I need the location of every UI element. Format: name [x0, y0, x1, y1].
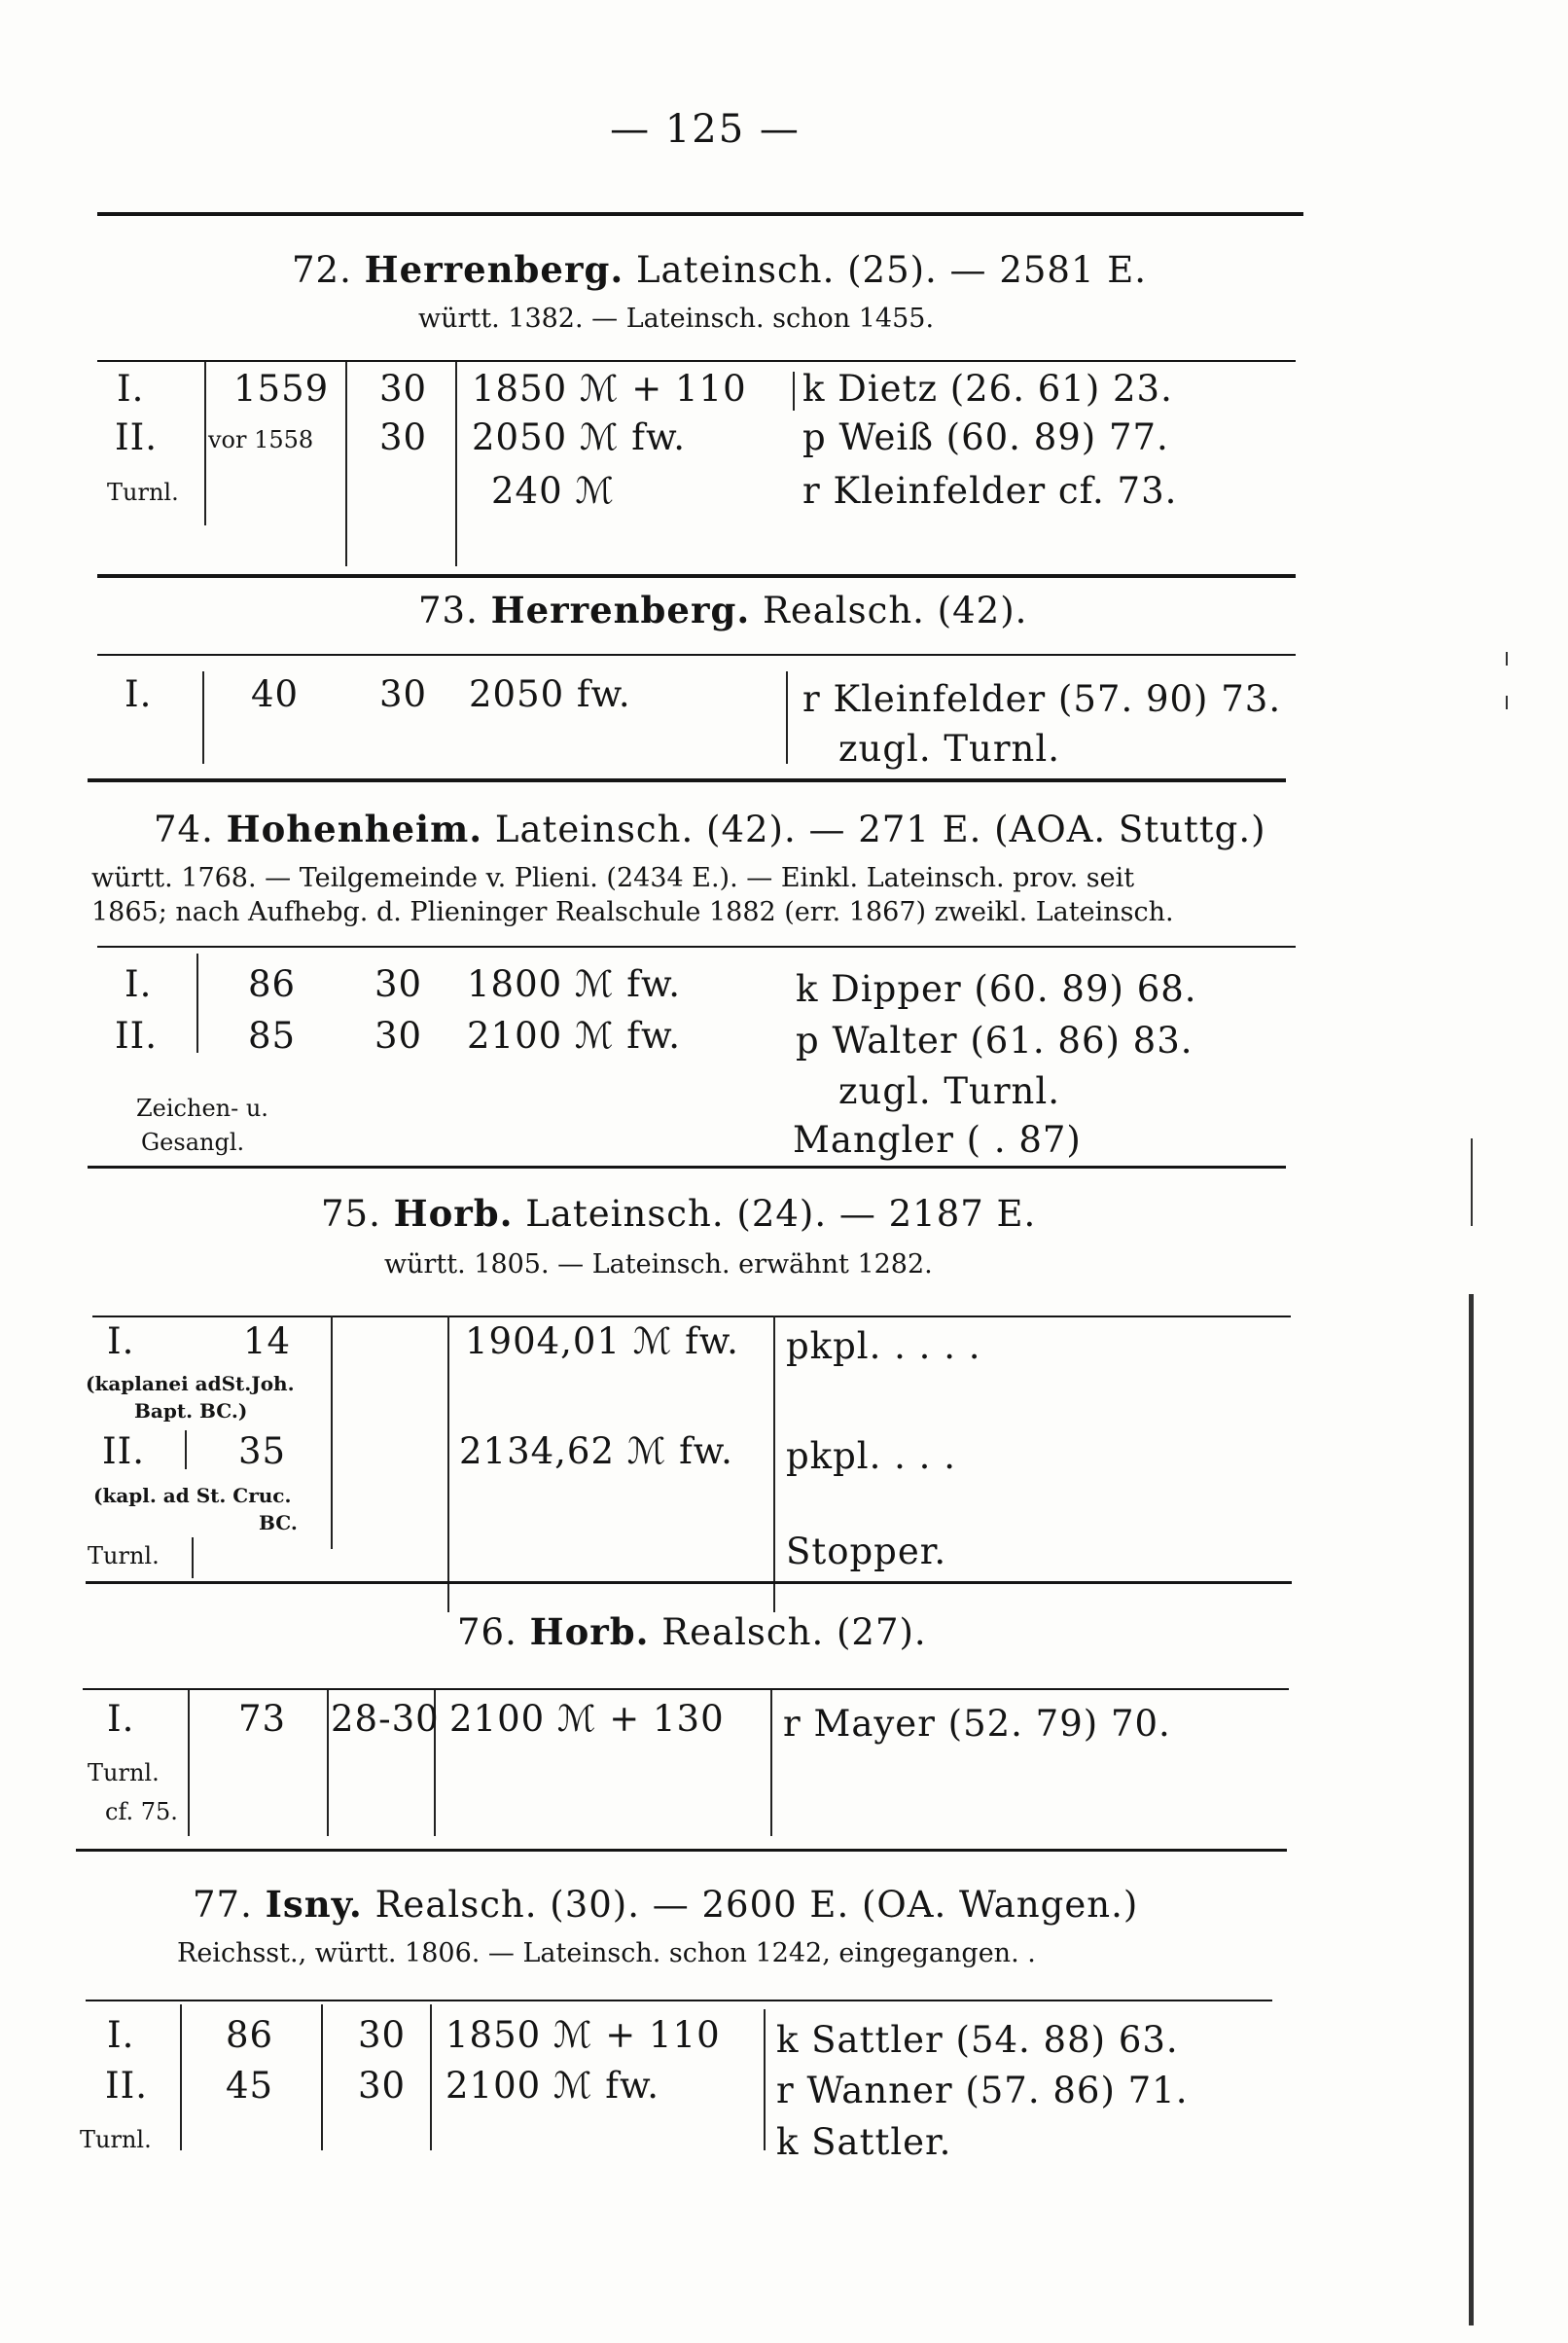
salary-cell: 2100 ℳ fw. — [445, 2065, 659, 2107]
col-divider — [202, 671, 204, 764]
heading-75 — [321, 1192, 1036, 1235]
place-name: Horb. — [529, 1610, 650, 1653]
hours-cell: 28-30 — [331, 1698, 440, 1740]
hours-cell: 30 — [374, 1015, 423, 1057]
page-number: — 125 — — [610, 107, 801, 152]
class-label: I. — [107, 2014, 135, 2056]
subtitle-74-line1: württ. 1768. — Teilgemeinde v. Plieni. (2434 E.). — Einkl. Lateinsch. prov. seit — [91, 863, 1135, 893]
class-label: Gesangl. — [141, 1129, 245, 1156]
school-info: Lateinsch. (24). — 2187 E. — [525, 1193, 1037, 1235]
salary-cell: 1800 ℳ fw. — [467, 963, 681, 1005]
col-divider — [793, 372, 795, 411]
entry-number: 72. — [292, 249, 352, 291]
class-label: I. — [107, 1698, 135, 1740]
salary-cell: 2100 ℳ fw. — [467, 1015, 681, 1057]
teacher-cell: r Mayer (52. 79) 70. — [783, 1703, 1171, 1745]
scan-mark — [1471, 1138, 1473, 1226]
place-name: Horb. — [393, 1192, 514, 1235]
heading-77 — [193, 1883, 1138, 1926]
class-label: II. — [115, 1015, 158, 1057]
table-top-rule-76 — [83, 1688, 1289, 1690]
class-label: Turnl. — [80, 2126, 152, 2153]
school-info: Lateinsch. (42). — 271 E. (AOA. Stuttg.) — [494, 809, 1266, 850]
place-name: Herrenberg. — [490, 589, 751, 631]
year-cell: vor 1558 — [208, 426, 314, 453]
col-divider — [321, 2004, 323, 2150]
teacher-cell: k Dietz (26. 61) 23. — [802, 368, 1173, 410]
col-divider — [447, 1316, 449, 1612]
class-label: II. — [105, 2065, 148, 2107]
teacher-cell: Mangler ( . 87) — [793, 1119, 1082, 1161]
year-cell: 1559 — [233, 368, 330, 410]
class-label: Turnl. — [88, 1542, 160, 1569]
salary-cell: 1850 ℳ + 110 — [472, 368, 747, 410]
hours-cell: 30 — [374, 963, 423, 1005]
scan-mark — [1469, 1294, 1474, 2325]
col-divider — [185, 1430, 187, 1469]
heading-76 — [457, 1610, 927, 1653]
col-divider — [430, 2004, 432, 2150]
teacher-cell: k Sattler (54. 88) 63. — [776, 2019, 1179, 2061]
note-cell: (kaplanei adSt.Joh. — [86, 1372, 295, 1395]
year-cell: 45 — [226, 2065, 274, 2107]
year-cell: 35 — [238, 1430, 287, 1472]
teacher-note: zugl. Turnl. — [838, 728, 1060, 770]
class-label: II. — [115, 416, 158, 458]
note-cell: (kapl. ad St. Cruc. — [93, 1484, 292, 1507]
scan-mark — [1506, 652, 1508, 666]
year-cell: 86 — [248, 963, 297, 1005]
table-top-rule-74 — [97, 946, 1296, 948]
year-cell: 85 — [248, 1015, 297, 1057]
table-top-rule-72 — [97, 360, 1296, 362]
salary-cell: 2050 ℳ fw. — [472, 416, 686, 458]
entry-number: 75. — [321, 1193, 381, 1235]
section-rule — [86, 1581, 1292, 1584]
teacher-cell: k Dipper (60. 89) 68. — [796, 968, 1197, 1010]
subtitle-74-line2: 1865; nach Aufhebg. d. Plieninger Realschule 1882 (err. 1867) zweikl. Lateinsch. — [91, 897, 1174, 927]
hours-cell: 30 — [358, 2014, 407, 2056]
teacher-cell: Stopper. — [786, 1531, 947, 1572]
salary-cell: 1904,01 ℳ fw. — [465, 1320, 739, 1362]
col-divider — [196, 954, 198, 1053]
table-top-rule-73 — [97, 654, 1296, 656]
col-divider — [327, 1690, 329, 1836]
entry-number: 76. — [457, 1611, 517, 1653]
salary-cell: 2134,62 ℳ fw. — [459, 1430, 733, 1472]
col-divider — [764, 2009, 766, 2150]
teacher-cell: r Kleinfelder (57. 90) 73. — [802, 678, 1282, 720]
place-name: Herrenberg. — [364, 248, 624, 291]
school-info: Realsch. (27). — [661, 1611, 927, 1653]
section-rule — [88, 778, 1286, 782]
note-cell: Bapt. BC.) — [134, 1399, 248, 1423]
salary-cell: 2100 ℳ + 130 — [449, 1698, 725, 1740]
top-rule — [97, 212, 1303, 216]
class-label: I. — [125, 963, 153, 1005]
table-top-rule-75 — [92, 1316, 1291, 1317]
col-divider — [770, 1690, 772, 1836]
col-divider — [192, 1537, 194, 1578]
hours-cell: 30 — [379, 673, 428, 715]
teacher-note: zugl. Turnl. — [838, 1070, 1060, 1112]
heading-74 — [154, 808, 1266, 850]
entry-number: 74. — [154, 809, 214, 850]
entry-number: 73. — [418, 590, 479, 631]
scan-mark — [1506, 696, 1508, 709]
heading-72 — [292, 248, 1147, 291]
class-label: I. — [107, 1320, 135, 1362]
teacher-cell: r Kleinfelder cf. 73. — [802, 470, 1178, 512]
hours-cell: 30 — [379, 368, 428, 410]
teacher-cell: r Wanner (57. 86) 71. — [776, 2070, 1189, 2111]
class-label: Turnl. — [88, 1759, 160, 1786]
hours-cell: 30 — [379, 416, 428, 458]
class-label: II. — [102, 1430, 145, 1472]
teacher-cell: pkpl. . . . . — [786, 1325, 981, 1367]
teacher-cell: pkpl. . . . — [786, 1435, 956, 1477]
school-info: Lateinsch. (25). — 2581 E. — [635, 249, 1148, 291]
salary-cell: 1850 ℳ + 110 — [445, 2014, 721, 2056]
class-label: Zeichen- u. — [136, 1095, 268, 1122]
col-divider — [773, 1316, 775, 1612]
class-label: Turnl. — [107, 479, 179, 506]
col-divider — [204, 362, 206, 525]
class-label: I. — [125, 673, 153, 715]
class-label: cf. 75. — [105, 1798, 178, 1825]
col-divider — [180, 2004, 182, 2150]
note-cell: BC. — [259, 1511, 298, 1534]
col-divider — [455, 362, 457, 566]
col-divider — [331, 1316, 333, 1549]
subtitle-77: Reichsst., württ. 1806. — Lateinsch. schon 1242, eingegangen. . — [177, 1938, 1036, 1968]
section-rule — [97, 574, 1296, 578]
class-label: I. — [117, 368, 145, 410]
year-cell: 86 — [226, 2014, 274, 2056]
col-divider — [786, 671, 788, 764]
teacher-cell: p Weiß (60. 89) 77. — [802, 416, 1169, 458]
teacher-cell: k Sattler. — [776, 2121, 952, 2163]
teacher-cell: p Walter (61. 86) 83. — [796, 1020, 1194, 1062]
salary-cell: 2050 fw. — [469, 673, 631, 715]
heading-73 — [418, 589, 1027, 631]
col-divider — [188, 1690, 190, 1836]
col-divider — [345, 362, 347, 566]
year-cell: 40 — [251, 673, 300, 715]
subtitle-72: württ. 1382. — Lateinsch. schon 1455. — [418, 304, 935, 334]
table-top-rule-77 — [86, 2000, 1272, 2001]
salary-cell: 240 ℳ — [491, 470, 615, 512]
year-cell: 14 — [243, 1320, 292, 1362]
school-info: Realsch. (42). — [762, 590, 1028, 631]
section-rule — [88, 1166, 1286, 1169]
entry-number: 77. — [193, 1884, 253, 1926]
hours-cell: 30 — [358, 2065, 407, 2107]
year-cell: 73 — [238, 1698, 287, 1740]
subtitle-75: württ. 1805. — Lateinsch. erwähnt 1282. — [384, 1249, 933, 1280]
place-name: Isny. — [265, 1883, 363, 1926]
school-info: Realsch. (30). — 2600 E. (OA. Wangen.) — [374, 1884, 1139, 1926]
section-rule — [76, 1849, 1287, 1852]
place-name: Hohenheim. — [226, 808, 483, 850]
